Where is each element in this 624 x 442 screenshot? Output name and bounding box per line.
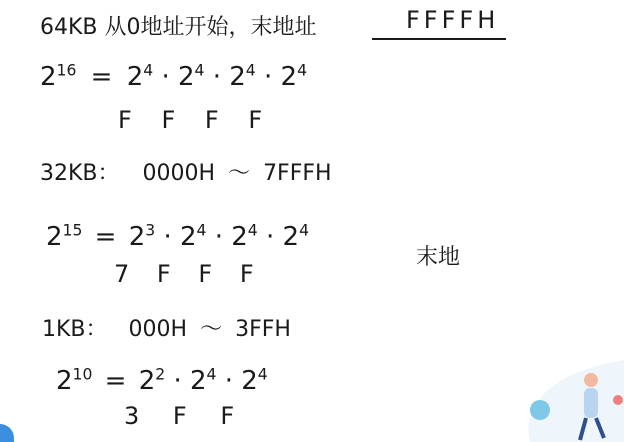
corner-illustration	[500, 340, 624, 442]
range-1kb: 1KB： 000H 〜 3FFH	[42, 317, 291, 342]
hex-digits-15: 7 F F F	[114, 260, 254, 288]
hex-digits-10: 3 F F	[124, 402, 235, 430]
heading-line	[40, 10, 317, 41]
corner-blob	[0, 424, 14, 442]
illustration-dot	[613, 395, 623, 405]
range-32kb: 32KB： 0000H 〜 7FFFH	[40, 161, 332, 186]
equation-2-15: $2^{15} = 2^3 \cdot 2^4 \cdot 2^4 \cdot 2^4$	[46, 221, 309, 252]
illustration-person-body	[584, 388, 598, 418]
heading-text: 64KB 从0地址开始，末地址	[40, 15, 317, 40]
illustration-leaf	[530, 400, 550, 420]
answer-underline	[372, 38, 506, 40]
illustration-person-head	[584, 373, 598, 387]
equation-2-10: $2^{10} = 2^2 \cdot 2^4 \cdot 2^4$	[56, 365, 268, 396]
answer-text: FFFFH	[406, 6, 500, 34]
side-note: 末地	[416, 245, 461, 270]
equation-2-16: $2^{16} = 2^4 \cdot 2^4 \cdot 2^4 \cdot 2^4$	[40, 61, 307, 92]
hex-digits-16: F F F F	[118, 106, 263, 134]
